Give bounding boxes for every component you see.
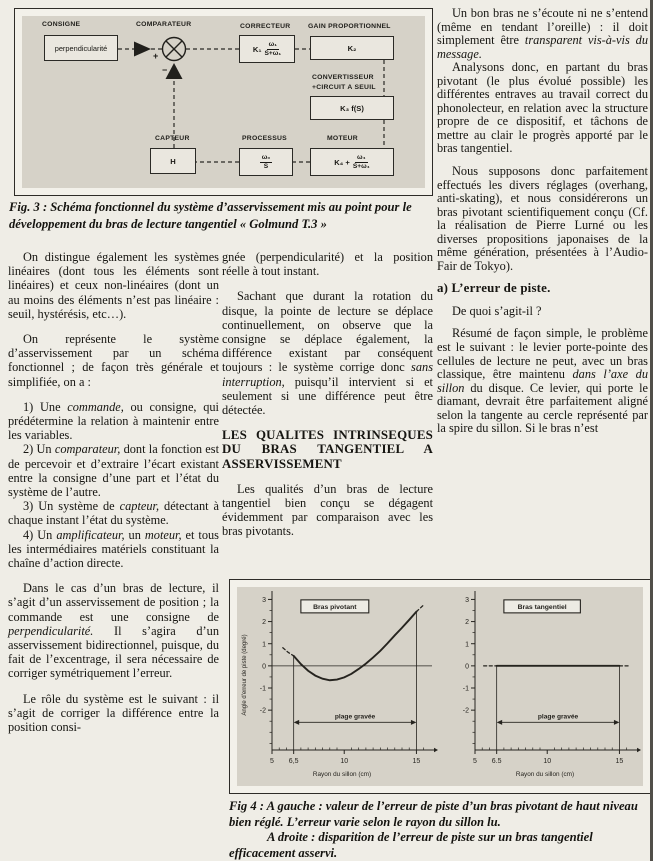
section-heading: LES QUALITES INTRINSEQUES DU BRAS TANGENTIEL A ASSERVISSEMENT [222, 428, 433, 471]
arrow-right-icon [134, 42, 151, 57]
svg-text:plage gravée: plage gravée [537, 713, 579, 721]
plus-sign: + [153, 51, 159, 61]
label-moteur: MOTEUR [327, 135, 358, 142]
comparator-symbol [163, 38, 186, 61]
paragraph: Les qualités d’un bras de lecture tangentiel bien conçu se dégagent évidemment par comparaison avec les bras pivotants. [222, 481, 433, 539]
paragraph: On distingue également les systèmes linéaires (dont tous les éléments sont linéaires) et ceux non-linéaires (dont un au moins des éléments n’est pas linéaire : seuil, hystérésis, etc…). [8, 250, 219, 321]
arrow-up-icon [166, 63, 183, 79]
box-consigne: perpendicularité [44, 35, 118, 61]
svg-text:-2: -2 [259, 707, 266, 715]
paragraph: Un bon bras ne s’écoute ni ne s’entend (même en tendant l’oreille) : il doit simplement être transparent vis-à-vis du message. [437, 6, 648, 61]
section-heading: a) L’erreur de piste. [437, 281, 551, 296]
text-column-2 [222, 250, 433, 539]
box-correcteur: K₁ $\frac{\text{ω₁}}{\text{S+ω₁}}$ [239, 35, 295, 63]
label-comparateur: COMPARATEUR [136, 21, 192, 28]
svg-text:Bras tangentiel: Bras tangentiel [517, 604, 567, 612]
fig4-chart-bras-tangentiel [440, 587, 643, 786]
svg-text:-1: -1 [462, 685, 469, 693]
paragraph: On représente le système d’asservissement par un schéma fonctionnel ; de façon très générale et simplifiée, on a : [8, 332, 219, 389]
svg-text:3: 3 [262, 597, 266, 605]
paragraph: 3) Un système de capteur, détectant à chaque instant l’état du système. [8, 499, 219, 528]
svg-text:2: 2 [465, 619, 469, 627]
fig4-figure [229, 579, 651, 794]
svg-text:15: 15 [412, 758, 421, 765]
text-column-1 [8, 250, 219, 734]
fig3-caption-text: Fig. 3 : Schéma fonctionnel du système d’asservissement mis au point pour le développement du bras de lecture tangentiel « Golmund T.3 » [9, 200, 412, 231]
svg-text:1: 1 [262, 641, 266, 649]
box-gain: K₂ [310, 36, 394, 60]
svg-text:plage gravée: plage gravée [334, 713, 376, 721]
paragraph: 1) Une commande, ou consigne, qui prédétermine la relation à maintenir entre les variables. [8, 399, 219, 443]
fig3-diagram [14, 8, 433, 196]
paragraph: Le rôle du système est le suivant : il s’agit de corriger la différence entre la position consi- [8, 691, 219, 735]
label-capteur: CAPTEUR [155, 135, 190, 142]
box-processus: $\frac{\text{ω₀}}{S}$ [239, 148, 293, 176]
svg-text:Rayon du sillon (cm): Rayon du sillon (cm) [515, 771, 575, 778]
box-capteur: H [150, 148, 196, 174]
paragraph: Dans le cas d’un bras de lecture, il s’agit d’un asservissement de position ; la commande est une consigne de perpendicularité. Il s’agira d’un asservissement bidirectionnel, puisque, du fait de l’excentrage, il sera nécessaire de corriger symétriquement l’erreur. [8, 581, 219, 681]
paragraph: Résumé de façon simple, le problème est le suivant : le levier porte-pointe des cellules de lecture ne peut, avec un bras classique, être maintenu dans l’axe du sillon du disque. Ce levier, qui porte le diamant, devrait être parfaitement aligné selon la tangente au cercle représenté par la spire du sillon. Si le bras n’est [437, 326, 648, 436]
fig3-panel [22, 16, 425, 188]
box-convertisseur: K₃ f(S) [310, 96, 394, 120]
label-processus: PROCESSUS [242, 135, 287, 142]
svg-text:6,5: 6,5 [288, 758, 299, 765]
label-convertisseur: CONVERTISSEUR [312, 74, 374, 81]
paragraph: Analysons donc, en partant du bras pivotant (le plus évolué possible) les différentes entraves au travail correct du phonolecteur, en relation avec la structure propre de ce dispositif, et tâchons de mettre au clair le progrès apporté par le bras tangentiel. [437, 60, 648, 156]
svg-text:-1: -1 [259, 685, 266, 693]
fig4-panel [237, 587, 643, 786]
label-circuit-seuil: +CIRCUIT A SEUIL [312, 84, 376, 91]
paragraph: De quoi s’agit-il ? [452, 303, 542, 318]
svg-text:6.5: 6.5 [491, 758, 502, 765]
box-moteur: K₄ + $\frac{\text{ω₄}}{\text{S+ω₄}}$ [310, 148, 394, 176]
fig4-caption-line2: A droite : disparition de l’erreur de piste sur un bras tangentiel efficacement asservi. [229, 830, 593, 860]
paragraph: 4) Un amplificateur, un moteur, et tous les intermédiaires matériels constituant la chaîne d’action directe. [8, 527, 219, 571]
svg-text:15: 15 [615, 758, 624, 765]
svg-text:1: 1 [465, 641, 469, 649]
paragraph: 2) Un comparateur, dont la fonction est de percevoir et d’extraire l’écart existant entre la consigne d’une part et l’état du système de l’autre. [8, 442, 219, 500]
paragraph: Sachant que durant la rotation du disque, la pointe de lecture se déplace continuellement, on observe que la consigne se déplace également, la différence existant par conséquent toujours : le système corrige donc sans interruption, puisqu’il intervient si et seulement si une différence peut être détectée. [222, 289, 433, 418]
svg-text:10: 10 [340, 758, 349, 765]
svg-text:3: 3 [465, 597, 469, 605]
fig4-chart-bras-pivotant [237, 587, 440, 786]
fig4-caption-line1: Fig 4 : A gauche : valeur de l’erreur de piste d’un bras pivotant de haut niveau bien réglé. L’erreur varie selon le rayon du sillon lu. [229, 799, 638, 829]
paragraph: gnée (perpendicularité) et la position réelle à tout instant. [222, 250, 433, 279]
label-correcteur: CORRECTEUR [240, 23, 291, 30]
svg-text:Rayon du sillon (cm): Rayon du sillon (cm) [312, 771, 372, 778]
svg-text:Angle d'erreur de piste (degré: Angle d'erreur de piste (degré) [242, 634, 248, 716]
text-column-3 [437, 7, 648, 436]
svg-text:-2: -2 [462, 707, 469, 715]
svg-text:0: 0 [465, 663, 469, 671]
svg-text:2: 2 [262, 619, 266, 627]
label-consigne: CONSIGNE [42, 21, 81, 28]
svg-text:5: 5 [473, 758, 477, 765]
fig4-caption [229, 799, 652, 861]
svg-text:5: 5 [270, 758, 274, 765]
fig3-caption [9, 199, 433, 232]
svg-text:0: 0 [262, 663, 266, 671]
svg-text:Bras pivotant: Bras pivotant [313, 604, 357, 612]
label-gain: GAIN PROPORTIONNEL [308, 23, 391, 30]
svg-text:10: 10 [543, 758, 552, 765]
minus-sign: − [162, 65, 168, 75]
paragraph: Nous supposons donc parfaitement effectués les divers réglages (overhang, anti-skating), et nous considérerons un bras pivotant scientifiquement conçu (Cf. la réalisation de Pierre Lurné ou les diverses propositions japonaises de la même génération, présentées à l’Audio-Fair de Tokyo). [437, 164, 648, 273]
